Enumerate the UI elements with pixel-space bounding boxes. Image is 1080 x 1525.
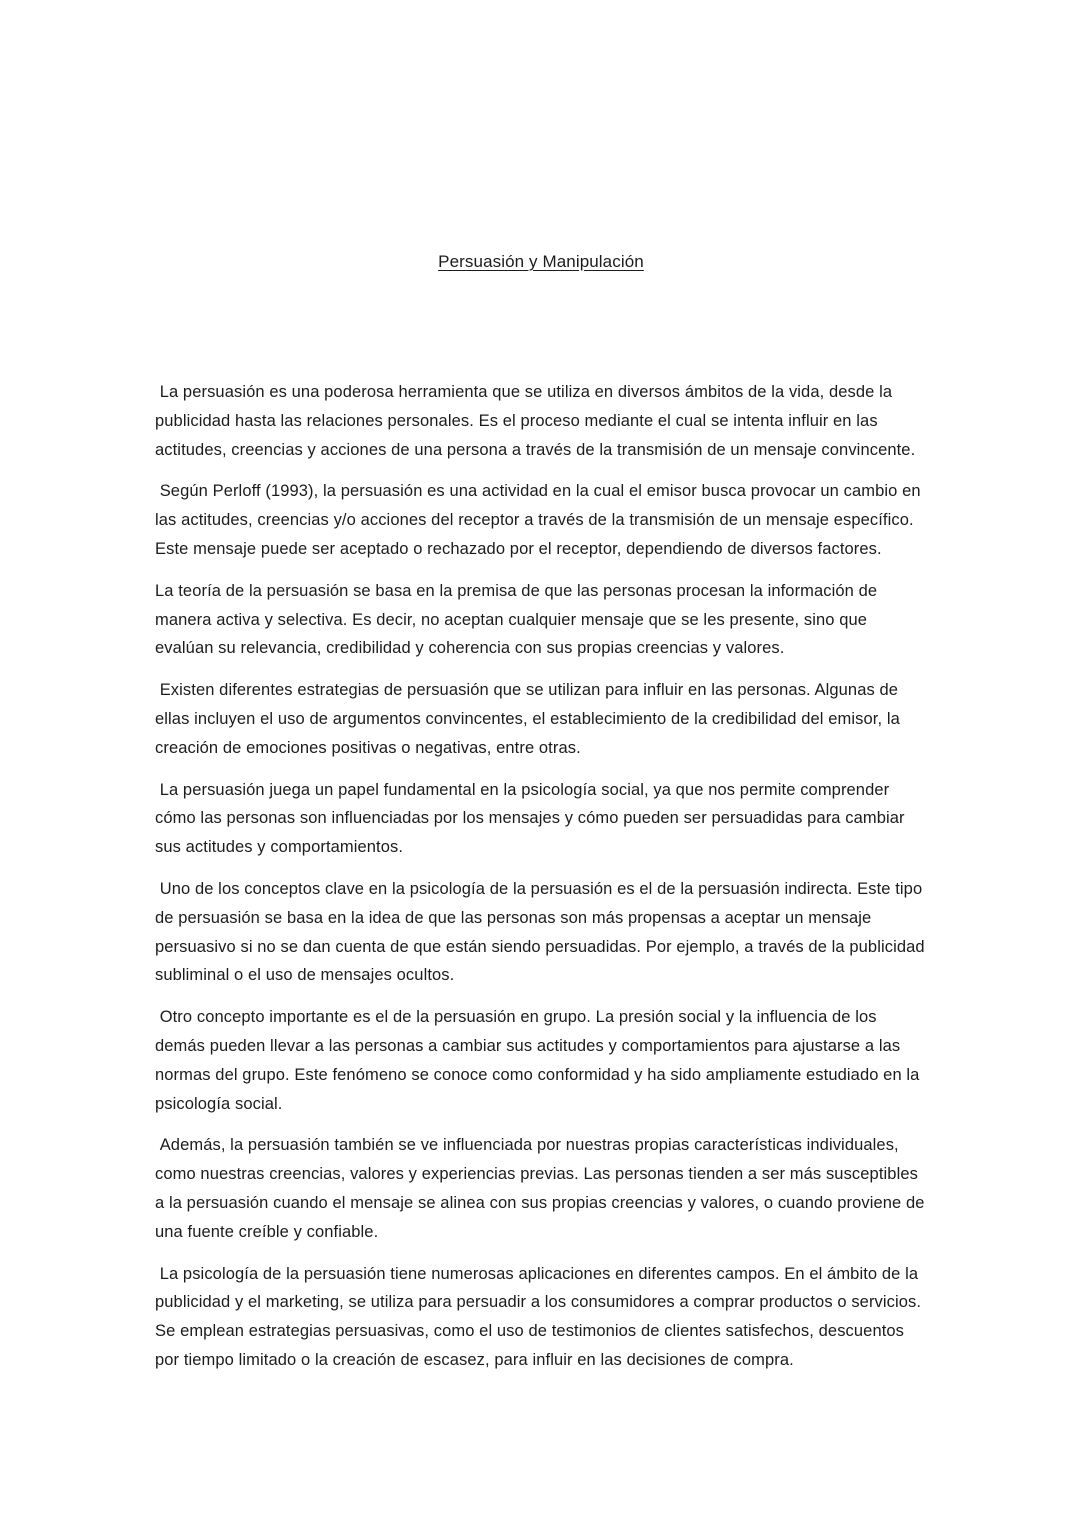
document-title: Persuasión y Manipulación <box>438 252 644 271</box>
paragraph: La psicología de la persuasión tiene numerosas aplicaciones en diferentes campos. En el ámbito de la publicidad y el marketing, se utiliza para persuadir a los consumidores a comprar productos o servicios. Se emplean estrategias persuasivas, como el uso de testimonios de clientes satisfechos, descuentos por tiempo limitado o la creación de escasez, para influir en las decisiones de compra. <box>155 1264 926 1369</box>
paragraph: Uno de los conceptos clave en la psicología de la persuasión es el de la persuasión indirecta. Este tipo de persuasión se basa en la idea de que las personas son más propensas a aceptar un mensaje persuasivo si no se dan cuenta de que están siendo persuadidas. Por ejemplo, a través de la publicidad subliminal o el uso de mensajes ocultos. <box>155 879 930 985</box>
document-body <box>155 378 930 1375</box>
paragraph: Existen diferentes estrategias de persuasión que se utilizan para influir en las personas. Algunas de ellas incluyen el uso de argumentos convincentes, el establecimiento de la credibilidad del emisor, la creación de emociones positivas o negativas, entre otras. <box>155 681 905 757</box>
paragraph: Otro concepto importante es el de la persuasión en grupo. La presión social y la influencia de los demás pueden llevar a las personas a cambiar sus actitudes y comportamientos para ajustarse a las normas del grupo. Este fenómeno se conoce como conformidad y ha sido ampliamente estudiado en la psicología social. <box>155 1008 925 1113</box>
paragraph: La persuasión juega un papel fundamental en la psicología social, ya que nos permite comprender cómo las personas son influenciadas por los mensajes y cómo pueden ser persuadidas para cambiar sus actitudes y comportamientos. <box>155 780 910 857</box>
paragraph: La teoría de la persuasión se basa en la premisa de que las personas procesan la información de manera activa y selectiva. Es decir, no aceptan cualquier mensaje que se les presente, sino que evalúan su relevancia, credibilidad y coherencia con sus propias creencias y valores. <box>155 581 882 658</box>
paragraph: La persuasión es una poderosa herramienta que se utiliza en diversos ámbitos de la vida, desde la publicidad hasta las relaciones personales. Es el proceso mediante el cual se intenta influir en las actitudes, creencias y acciones de una persona a través de la transmisión de un mensaje convincente. <box>155 383 916 459</box>
paragraph: Según Perloff (1993), la persuasión es una actividad en la cual el emisor busca provocar un cambio en las actitudes, creencias y/o acciones del receptor a través de la transmisión de un mensaje específico. Este mensaje puede ser aceptado o rechazado por el receptor, dependiendo de diversos factores. <box>155 482 926 558</box>
paragraph: Además, la persuasión también se ve influenciada por nuestras propias características individuales, como nuestras creencias, valores y experiencias previas. Las personas tienden a ser más susceptibles a la persuasión cuando el mensaje se alinea con sus propias creencias y valores, o cuando proviene de una fuente creíble y confiable. <box>155 1136 930 1241</box>
